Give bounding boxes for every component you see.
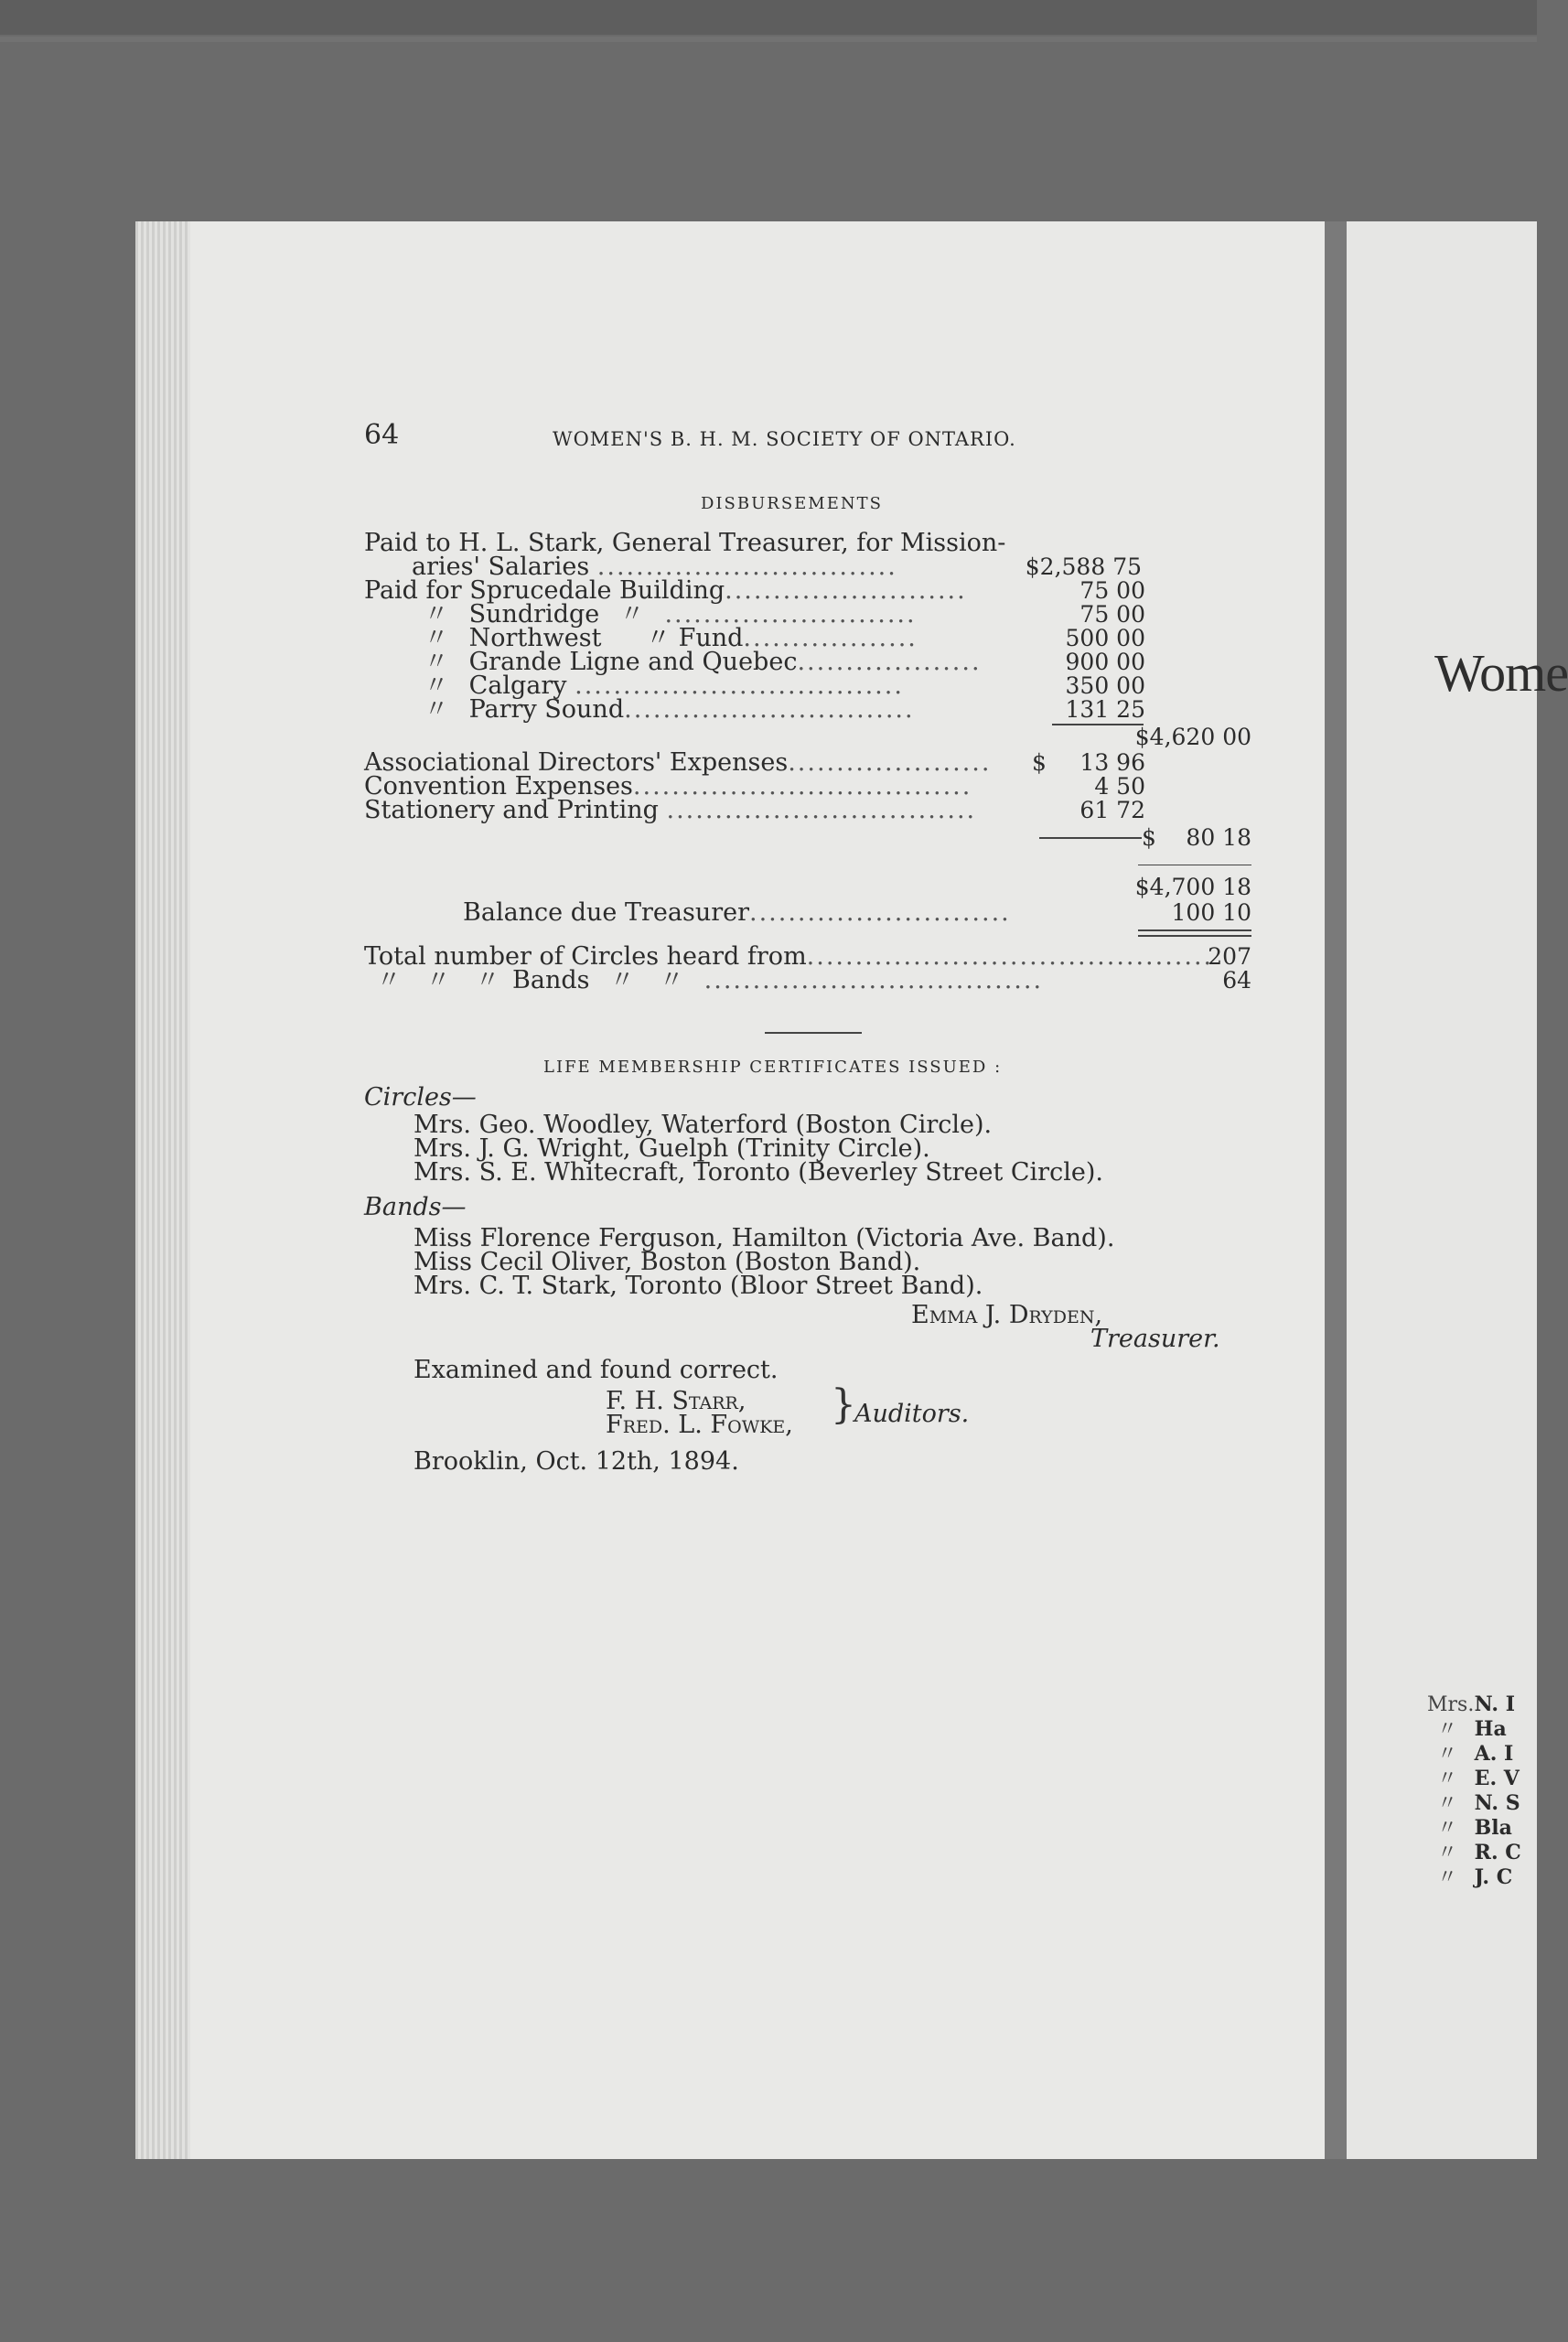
ledger-line: 〃 Sundridge 〃 ..........................: [424, 600, 917, 628]
scanner-top-band: [0, 0, 1537, 35]
ledger-amount: 350 00: [1065, 672, 1145, 699]
list-item: 〃 N. S: [1436, 1791, 1520, 1815]
ledger-amount: 500 00: [1065, 625, 1145, 651]
ledger-amount: 4 50: [1094, 773, 1145, 800]
ledger-amount: 61 72: [1079, 797, 1145, 823]
list-item: 〃 R. C: [1436, 1841, 1521, 1864]
list-item: Mrs. S. E. Whitecraft, Toronto (Beverley Street Circle).: [413, 1158, 1103, 1187]
ledger-line: Stationery and Printing ................................: [364, 796, 977, 824]
ledger-amount: 900 00: [1065, 649, 1145, 675]
treasurer-title: Treasurer.: [1090, 1325, 1220, 1353]
ledger-line: Paid for Sprucedale Building.........................: [364, 576, 967, 605]
list-item: Mrs. J. G. Wright, Guelph (Trinity Circle).: [413, 1134, 930, 1163]
auditors-label: Auditors.: [854, 1400, 970, 1428]
ledger-line: 〃 〃 〃 Bands 〃 〃 ...................................: [376, 966, 1044, 994]
list-item: Miss Florence Ferguson, Hamilton (Victoria Ave. Band).: [413, 1224, 1115, 1252]
ledger-line: 〃 Parry Sound..............................: [424, 695, 915, 724]
list-item: Mrs. Geo. Woodley, Waterford (Boston Circle).: [413, 1111, 993, 1139]
scanner-stripe: [0, 37, 1537, 42]
total-amount: $4,700 18: [1134, 874, 1251, 900]
page-number: 64: [364, 419, 400, 451]
list-item: 〃 Ha: [1436, 1717, 1507, 1741]
dateline: Brooklin, Oct. 12th, 1894.: [413, 1447, 739, 1476]
ledger-line: Total number of Circles heard from..........................................: [364, 942, 1214, 971]
ledger-line: 〃 Northwest 〃 Fund..................: [424, 624, 918, 652]
list-item: 〃 Bla: [1436, 1816, 1512, 1840]
ledger-amount: 13 96: [1079, 749, 1145, 776]
ledger-amount: 100 10: [1171, 899, 1251, 926]
examined-note: Examined and found correct.: [413, 1356, 779, 1384]
ledger-line: Associational Directors' Expenses.....................: [364, 748, 992, 777]
list-item: Mrs. C. T. Stark, Toronto (Bloor Street Band).: [413, 1272, 983, 1300]
right-page: [1347, 221, 1568, 2159]
running-head: WOMEN'S B. H. M. SOCIETY OF ONTARIO.: [553, 428, 1016, 450]
list-item: 〃 A. I: [1436, 1742, 1514, 1766]
dollar-sign: $: [1142, 824, 1156, 851]
subtotal-amount: $4,620 00: [1134, 724, 1251, 750]
ledger-line: Paid to H. L. Stark, General Treasurer, for Mission-: [364, 529, 1006, 557]
facing-page-title: Wome: [1434, 643, 1568, 703]
ledger-line: Convention Expenses...................................: [364, 772, 972, 800]
ledger-amount: $2,588 75: [1025, 553, 1142, 580]
ledger-line: 〃 Grande Ligne and Quebec...................: [424, 648, 982, 676]
page-edge-stack: [135, 221, 190, 2159]
brace-glyph: }: [831, 1381, 856, 1428]
section-divider: [765, 1032, 862, 1034]
double-rule: [1138, 935, 1251, 937]
subtotal-amount: 80 18: [1186, 824, 1251, 851]
dollar-sign: $: [1032, 749, 1047, 776]
auditor-name: Fred. L. Fowke,: [606, 1411, 793, 1439]
circles-heading: Circles—: [364, 1083, 477, 1112]
count-value: 207: [1208, 943, 1251, 970]
list-item: Miss Cecil Oliver, Boston (Boston Band).: [413, 1248, 921, 1276]
ledger-amount: 75 00: [1079, 577, 1145, 604]
facing-page-list: [1427, 1692, 1521, 1890]
disbursements-heading: DISBURSEMENTS: [701, 494, 883, 513]
treasurer-name: Emma J. Dryden,: [911, 1301, 1103, 1329]
auditor-name: F. H. Starr,: [606, 1387, 746, 1415]
double-rule: [1138, 929, 1251, 931]
list-item: 〃 J. C: [1436, 1865, 1513, 1889]
list-item: 〃 E. V: [1436, 1767, 1520, 1790]
ledger-line: Balance due Treasurer...........................: [463, 898, 1011, 927]
bands-heading: Bands—: [364, 1193, 467, 1221]
ledger-line: aries' Salaries ...............................: [412, 553, 897, 581]
life-membership-heading: LIFE MEMBERSHIP CERTIFICATES ISSUED :: [543, 1058, 1003, 1077]
list-item: Mrs. N. I: [1427, 1692, 1515, 1716]
count-value: 64: [1222, 967, 1251, 994]
ledger-line: 〃 Calgary ..................................: [424, 671, 904, 700]
ledger-amount: 131 25: [1065, 696, 1145, 723]
ledger-amount: 75 00: [1079, 601, 1145, 628]
book-gutter: [1325, 221, 1347, 2159]
